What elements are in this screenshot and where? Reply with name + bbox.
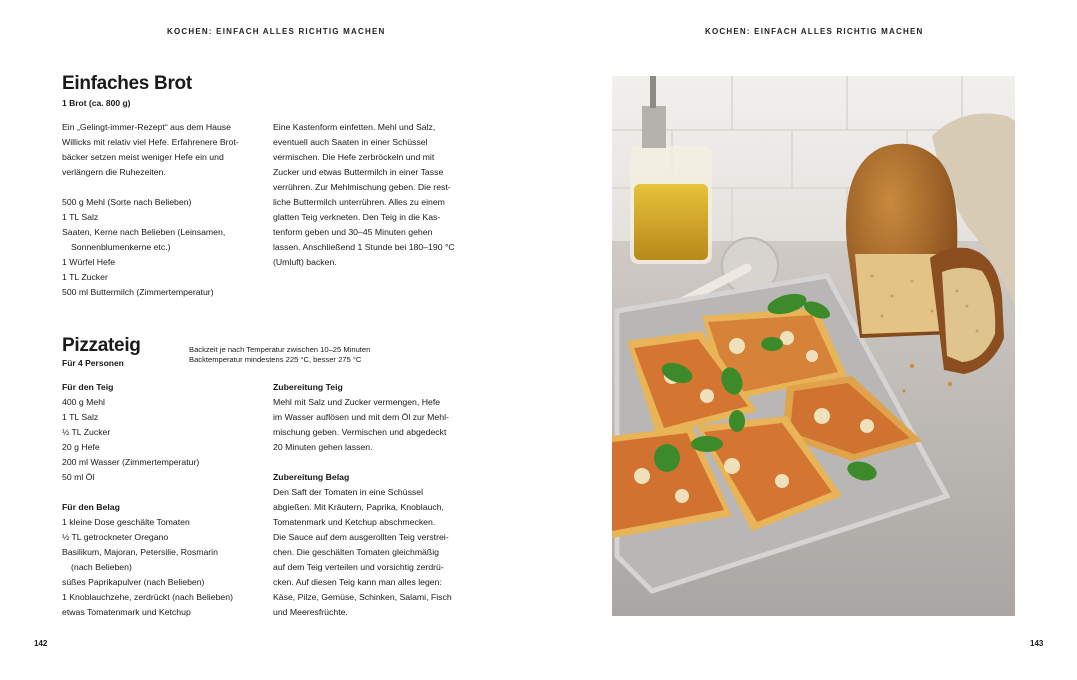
belag-ingredient: etwas Tomatenmark und Ketchup [62, 607, 191, 617]
zub-belag-line: Die Sauce auf dem ausgerollten Teig verstrei- [273, 532, 449, 542]
teig-ingredient: 20 g Hefe [62, 442, 100, 452]
recipe-title-brot: Einfaches Brot [62, 73, 192, 94]
brot-method-line: glatten Teig verkneten. Den Teig in die Kas- [273, 212, 441, 222]
zub-belag-line: auf dem Teig verteilen und vorsichtig zerdrü- [273, 562, 444, 572]
brot-ingredient: 1 TL Salz [62, 212, 99, 222]
brot-intro-column [62, 120, 254, 300]
belag-ingredient: 1 kleine Dose geschälte Tomaten [62, 517, 190, 527]
teig-ingredient: 50 ml Öl [62, 472, 95, 482]
teig-ingredient: ½ TL Zucker [62, 427, 111, 437]
brot-ingredient: 1 Würfel Hefe [62, 257, 116, 267]
brot-method-line: (Umluft) backen. [273, 257, 337, 267]
brot-intro-line: bäcker setzen meist weniger Hefe ein und [62, 152, 224, 162]
running-header-right: KOCHEN: EINFACH ALLES RICHTIG MACHEN [705, 27, 924, 36]
zub-belag-line: Tomatenmark und Ketchup abschmecken. [273, 517, 436, 527]
brot-ingredient: 1 TL Zucker [62, 272, 108, 282]
brot-method-line: liche Buttermilch unterrühren. Alles zu einem [273, 197, 445, 207]
brot-ingredient: 500 g Mehl (Sorte nach Belieben) [62, 197, 192, 207]
brot-method-line: vermischen. Die Hefe zerbröckeln und mit [273, 152, 435, 162]
pizza-method-column [273, 380, 465, 620]
page-number-right: 143 [1030, 639, 1044, 648]
brot-method-column [273, 120, 465, 270]
teig-ingredient: 200 ml Wasser (Zimmertemperatur) [62, 457, 200, 467]
zub-belag-line: chen. Die geschälten Tomaten gleichmäßig [273, 547, 439, 557]
zub-belag-line: cken. Auf diesen Teig kann man alles legen: [273, 577, 442, 587]
zub-teig-line: 20 Minuten gehen lassen. [273, 442, 373, 452]
belag-ingredient: süßes Paprikapulver (nach Belieben) [62, 577, 205, 587]
recipe-yield-brot: 1 Brot (ca. 800 g) [62, 98, 131, 108]
brot-intro-line: verlängern die Ruhezeiten. [62, 167, 166, 177]
zub-teig-line: im Wasser auflösen und mit dem Öl zur Mehl- [273, 412, 449, 422]
brot-ingredient: 500 ml Buttermilch (Zimmertemperatur) [62, 287, 214, 297]
teig-ingredient: 1 TL Salz [62, 412, 99, 422]
zub-belag-line: Käse, Pilze, Gemüse, Schinken, Salami, Fisch [273, 592, 452, 602]
belag-ingredient: Basilikum, Majoran, Petersilie, Rosmarin [62, 547, 218, 557]
brot-intro-line: Willicks mit relativ viel Hefe. Erfahrenere Brot- [62, 137, 239, 147]
page-number-left: 142 [34, 639, 48, 648]
zub-belag-line: abgießen. Mit Kräutern, Paprika, Knoblauch, [273, 502, 444, 512]
brot-ingredient: Sonnenblumenkerne etc.) [71, 242, 171, 252]
belag-heading: Für den Belag [62, 502, 120, 512]
running-header-left: KOCHEN: EINFACH ALLES RICHTIG MACHEN [167, 27, 386, 36]
brot-method-line: lassen. Anschließend 1 Stunde bei 180–190 °C [273, 242, 455, 252]
zub-teig-line: mischung geben. Vermischen und abgedeckt [273, 427, 447, 437]
recipe-yield-pizza: Für 4 Personen [62, 358, 124, 368]
brot-method-line: Zucker und etwas Buttermilch in einer Tasse [273, 167, 444, 177]
zub-belag-heading: Zubereitung Belag [273, 472, 350, 482]
zub-teig-line: Mehl mit Salz und Zucker vermengen, Hefe [273, 397, 441, 407]
brot-ingredient: Saaten, Kerne nach Belieben (Leinsamen, [62, 227, 226, 237]
belag-ingredient: ½ TL getrockneter Oregano [62, 532, 169, 542]
bake-time-line: Backzeit je nach Temperatur zwischen 10–25 Minuten [189, 345, 371, 354]
teig-heading: Für den Teig [62, 382, 114, 392]
pizza-ingredients-column [62, 380, 262, 620]
brot-method-line: eventuell auch Saaten in einer Schüssel [273, 137, 428, 147]
zub-belag-line: Den Saft der Tomaten in eine Schüssel [273, 487, 424, 497]
bake-temp-line: Backtemperatur mindestens 225 °C, besser 275 °C [189, 355, 362, 364]
pizza-bake-info [189, 345, 370, 365]
zub-teig-heading: Zubereitung Teig [273, 382, 343, 392]
brot-method-line: verrühren. Zur Mehlmischung geben. Die rest- [273, 182, 451, 192]
brot-intro-line: Ein „Gelingt-immer-Rezept“ aus dem Hause [62, 122, 231, 132]
food-photo-pizza-bread-icon [612, 76, 1015, 616]
recipe-title-pizza: Pizzateig [62, 335, 141, 356]
brot-method-line: tenform geben und 30–45 Minuten gehen [273, 227, 433, 237]
teig-ingredient: 400 g Mehl [62, 397, 105, 407]
belag-ingredient: 1 Knoblauchzehe, zerdrückt (nach Belieben) [62, 592, 233, 602]
belag-ingredient: (nach Belieben) [71, 562, 132, 572]
brot-method-line: Eine Kastenform einfetten. Mehl und Salz, [273, 122, 436, 132]
food-photo [612, 76, 1015, 616]
zub-belag-line: und Meeresfrüchte. [273, 607, 348, 617]
